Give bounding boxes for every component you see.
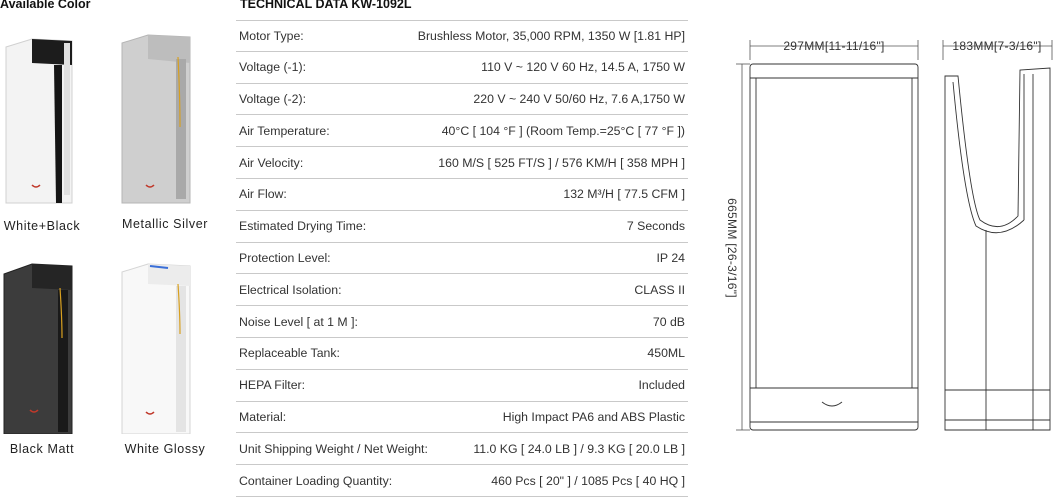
spec-value: 460 Pcs [ 20" ] / 1085 Pcs [ 40 HQ ] <box>491 473 685 488</box>
spec-row <box>236 370 688 402</box>
color-label-white-black: White+Black <box>3 219 81 233</box>
spec-row <box>236 179 688 211</box>
spec-row <box>236 147 688 179</box>
spec-value: High Impact PA6 and ABS Plastic <box>502 409 685 424</box>
spec-row <box>236 20 688 52</box>
spec-value: 40°C [ 104 °F ] (Room Temp.=25°C [ 77 °F ]) <box>441 123 685 138</box>
swatch-white-black[interactable] <box>2 35 74 207</box>
spec-label: Unit Shipping Weight / Net Weight: <box>239 441 428 456</box>
spec-row <box>236 433 688 465</box>
spec-label: Voltage (-2): <box>239 91 306 106</box>
spec-value: CLASS II <box>634 282 685 297</box>
swatch-black-matt[interactable] <box>2 262 74 434</box>
spec-row <box>236 402 688 434</box>
available-color-heading: Available Color <box>0 0 91 11</box>
side-view-drawing <box>945 68 1050 430</box>
swatch-white-glossy[interactable] <box>120 262 192 434</box>
spec-row <box>236 274 688 306</box>
spec-value: 70 dB <box>652 314 685 329</box>
spec-row <box>236 465 688 497</box>
hand-dryer-white-glossy-icon <box>120 262 192 434</box>
depth-dimension-label: 183MM[7-3/16"] <box>952 39 1042 53</box>
spec-value: 450ML <box>647 346 685 361</box>
spec-value: 110 V ~ 120 V 60 Hz, 14.5 A, 1750 W <box>481 60 685 75</box>
swatch-metallic-silver[interactable] <box>120 33 192 205</box>
hand-dryer-white-black-icon <box>2 35 74 207</box>
hand-dryer-metallic-silver-icon <box>120 33 192 205</box>
spec-value: 132 M³/H [ 77.5 CFM ] <box>563 187 685 202</box>
spec-label: Motor Type: <box>239 28 304 43</box>
spec-value: 220 V ~ 240 V 50/60 Hz, 7.6 A,1750 W <box>473 91 685 106</box>
spec-label: Replaceable Tank: <box>239 346 340 361</box>
spec-label: Air Velocity: <box>239 155 304 170</box>
spec-label: Protection Level: <box>239 250 331 265</box>
spec-label: Container Loading Quantity: <box>239 473 393 488</box>
spec-value: Included <box>638 378 685 393</box>
spec-row <box>236 243 688 275</box>
spec-label: HEPA Filter: <box>239 378 306 393</box>
spec-label: Electrical Isolation: <box>239 282 342 297</box>
spec-row <box>236 115 688 147</box>
spec-value: IP 24 <box>656 250 685 265</box>
spec-value: 11.0 KG [ 24.0 LB ] / 9.3 KG [ 20.0 LB ] <box>473 441 685 456</box>
spec-label: Air Flow: <box>239 187 287 202</box>
spec-value: Brushless Motor, 35,000 RPM, 1350 W [1.81 HP] <box>417 28 685 43</box>
spec-row <box>236 338 688 370</box>
spec-row <box>236 84 688 116</box>
spec-label: Noise Level [ at 1 M ]: <box>239 314 358 329</box>
spec-label: Voltage (-1): <box>239 60 306 75</box>
front-view-drawing <box>750 64 918 430</box>
spec-row <box>236 211 688 243</box>
spec-value: 160 M/S [ 525 FT/S ] / 576 KM/H [ 358 MPH ] <box>438 155 685 170</box>
color-label-black-matt: Black Matt <box>9 442 75 456</box>
hand-dryer-black-matt-icon <box>2 262 74 434</box>
height-dimension-label: 665MM [26-3/16"] <box>725 198 739 298</box>
technical-data-heading: TECHNICAL DATA KW-1092L <box>240 0 412 11</box>
spec-label: Air Temperature: <box>239 123 330 138</box>
spec-label: Estimated Drying Time: <box>239 219 367 234</box>
dimension-drawings <box>700 30 1053 470</box>
width-dimension-label: 297MM[11-11/16"] <box>783 39 885 53</box>
color-label-metallic-silver: Metallic Silver <box>121 217 209 231</box>
spec-row <box>236 306 688 338</box>
color-label-white-glossy: White Glossy <box>124 442 206 456</box>
spec-value: 7 Seconds <box>626 219 685 234</box>
spec-label: Material: <box>239 409 287 424</box>
technical-data-table <box>236 20 688 497</box>
spec-row <box>236 52 688 84</box>
